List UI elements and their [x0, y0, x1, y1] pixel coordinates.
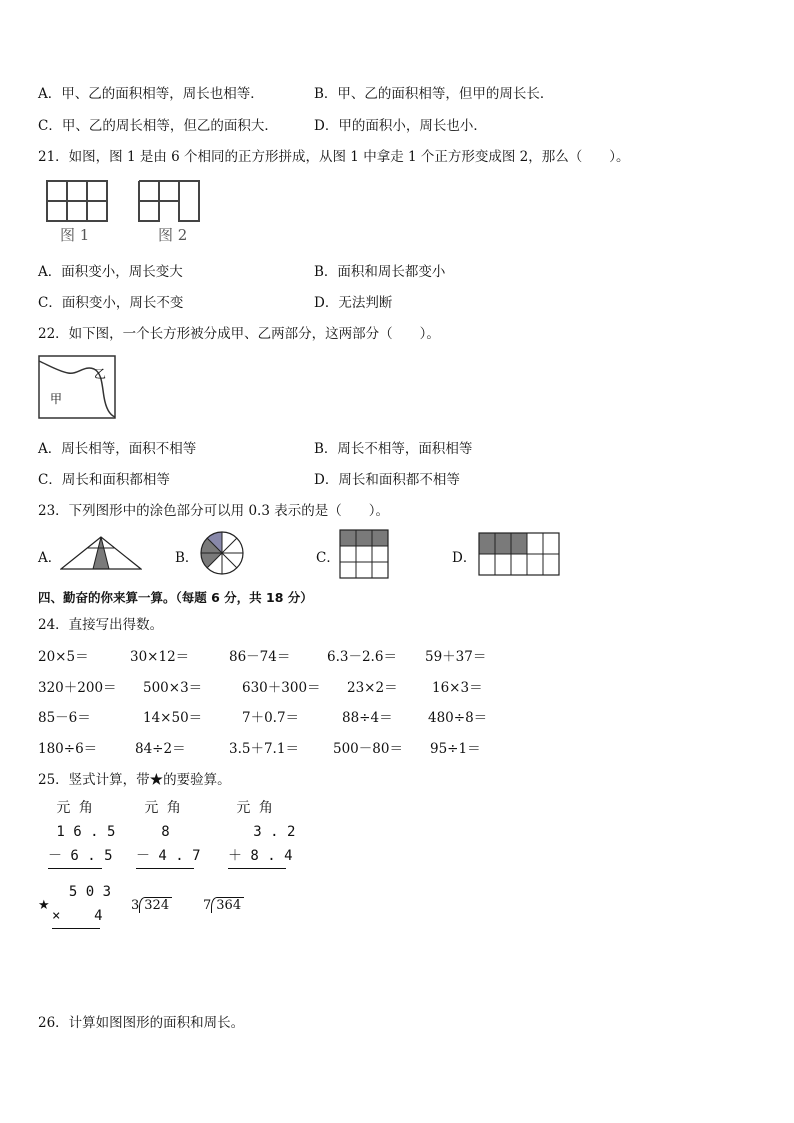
q25-v1-header: 元 角 [48, 800, 93, 816]
q25-vertical-3 [228, 796, 296, 869]
q25-star-icon: ★ [38, 898, 50, 913]
q24-stem: 24．直接写出得数。 [38, 617, 164, 633]
q24-item: 86－74＝ [229, 649, 291, 665]
q23-option-b-label: B． [175, 550, 199, 566]
q24-item: 320＋200＝ [38, 680, 117, 696]
q25-d2-divisor: 7 [203, 898, 212, 913]
q25-v1-bottom: － 6 . 5 [48, 844, 102, 869]
q24-item: 500×3＝ [143, 680, 203, 696]
q21-stem: 21．如图，图 1 是由 6 个相同的正方形拼成，从图 1 中拿走 1 个正方形变成图 2，那么（ ）。 [38, 149, 630, 165]
q22-option-b: B．周长不相等，面积相等 [314, 441, 473, 457]
q23-option-d-label: D． [452, 550, 477, 566]
q25-v2-top: 8 [136, 824, 170, 840]
q21-figure-1-label: 图 1 [60, 226, 90, 244]
q25-vertical-2 [136, 796, 201, 869]
q22-option-d: D．周长和面积都不相等 [314, 472, 460, 488]
q25-v3-bottom: ＋ 8 . 4 [228, 844, 286, 869]
q23-option-a-label: A． [38, 550, 62, 566]
q20-option-c: C．甲、乙的周长相等，但乙的面积大． [38, 118, 278, 134]
q21-figure-1 [46, 180, 108, 222]
q22-label-jia: 甲 [50, 392, 63, 406]
section-4-title: 四、勤奋的你来算一算。（每题 6 分，共 18 分） [38, 590, 313, 605]
q23-option-a-triangle [60, 536, 142, 570]
q24-item: 180÷6＝ [38, 741, 98, 757]
q24-item: 85－6＝ [38, 710, 91, 726]
q24-item: 20×5＝ [38, 649, 89, 665]
q24-item: 6.3－2.6＝ [327, 649, 397, 665]
q25-v4-bottom: × 4 [52, 904, 100, 929]
q20-option-d: D．甲的面积小，周长也小． [314, 118, 487, 134]
q21-option-c: C．面积变小，周长不变 [38, 295, 184, 311]
q21-option-b: B．面积和周长都变小 [314, 264, 446, 280]
q22-stem: 22．如下图，一个长方形被分成甲、乙两部分，这两部分（ ）。 [38, 326, 440, 342]
q22-option-c: C．周长和面积都相等 [38, 472, 170, 488]
q23-option-b-circle [199, 530, 245, 576]
q25-d1-dividend: 324 [139, 897, 172, 913]
q21-option-d: D．无法判断 [314, 295, 393, 311]
q24-item: 59＋37＝ [425, 649, 487, 665]
q26-stem: 26．计算如图图形的面积和周长。 [38, 1015, 245, 1031]
q24-item: 630＋300＝ [242, 680, 321, 696]
q25-vertical-4 [52, 880, 112, 929]
q25-division-2 [203, 897, 244, 913]
q25-v3-header: 元 角 [228, 800, 273, 816]
q21-figure-2 [138, 180, 200, 222]
q20-option-b: B．甲、乙的面积相等，但甲的周长长． [314, 86, 554, 102]
q24-item: 95÷1＝ [430, 741, 481, 757]
q24-item: 3.5＋7.1＝ [229, 741, 299, 757]
q24-item: 23×2＝ [347, 680, 398, 696]
q24-item: 88÷4＝ [342, 710, 393, 726]
q25-v4-top: 5 0 3 [52, 884, 112, 900]
q24-item: 16×3＝ [432, 680, 483, 696]
q20-option-a: A．甲、乙的面积相等，周长也相等． [38, 86, 264, 102]
q25-d1-divisor: 3 [131, 898, 140, 913]
q25-d2-dividend: 364 [211, 897, 244, 913]
q25-stem: 25．竖式计算，带★的要验算。 [38, 772, 231, 788]
q22-option-a: A．周长相等，面积不相等 [38, 441, 197, 457]
q24-item: 84÷2＝ [135, 741, 186, 757]
q22-label-yi: 乙 [94, 367, 107, 381]
q23-stem: 23．下列图形中的涂色部分可以用 0.3 表示的是（ ）。 [38, 503, 389, 519]
q25-v3-top: 3 . 2 [228, 824, 296, 840]
q25-v1-top: 1 6 . 5 [48, 824, 116, 840]
q24-item: 30×12＝ [130, 649, 190, 665]
q24-item: 480÷8＝ [428, 710, 488, 726]
q23-option-c-grid [339, 529, 389, 579]
q24-item: 7＋0.7＝ [242, 710, 300, 726]
q25-division-1 [131, 897, 172, 913]
q23-option-d-grid [478, 532, 560, 576]
q25-v2-bottom: － 4 . 7 [136, 844, 194, 869]
q24-item: 14×50＝ [143, 710, 203, 726]
q25-v2-header: 元 角 [136, 800, 181, 816]
q21-option-a: A．面积变小，周长变大 [38, 264, 183, 280]
q21-figure-2-label: 图 2 [158, 226, 188, 244]
q24-item: 500－80＝ [333, 741, 403, 757]
q23-option-c-label: C． [316, 550, 340, 566]
q25-vertical-1 [48, 796, 116, 869]
